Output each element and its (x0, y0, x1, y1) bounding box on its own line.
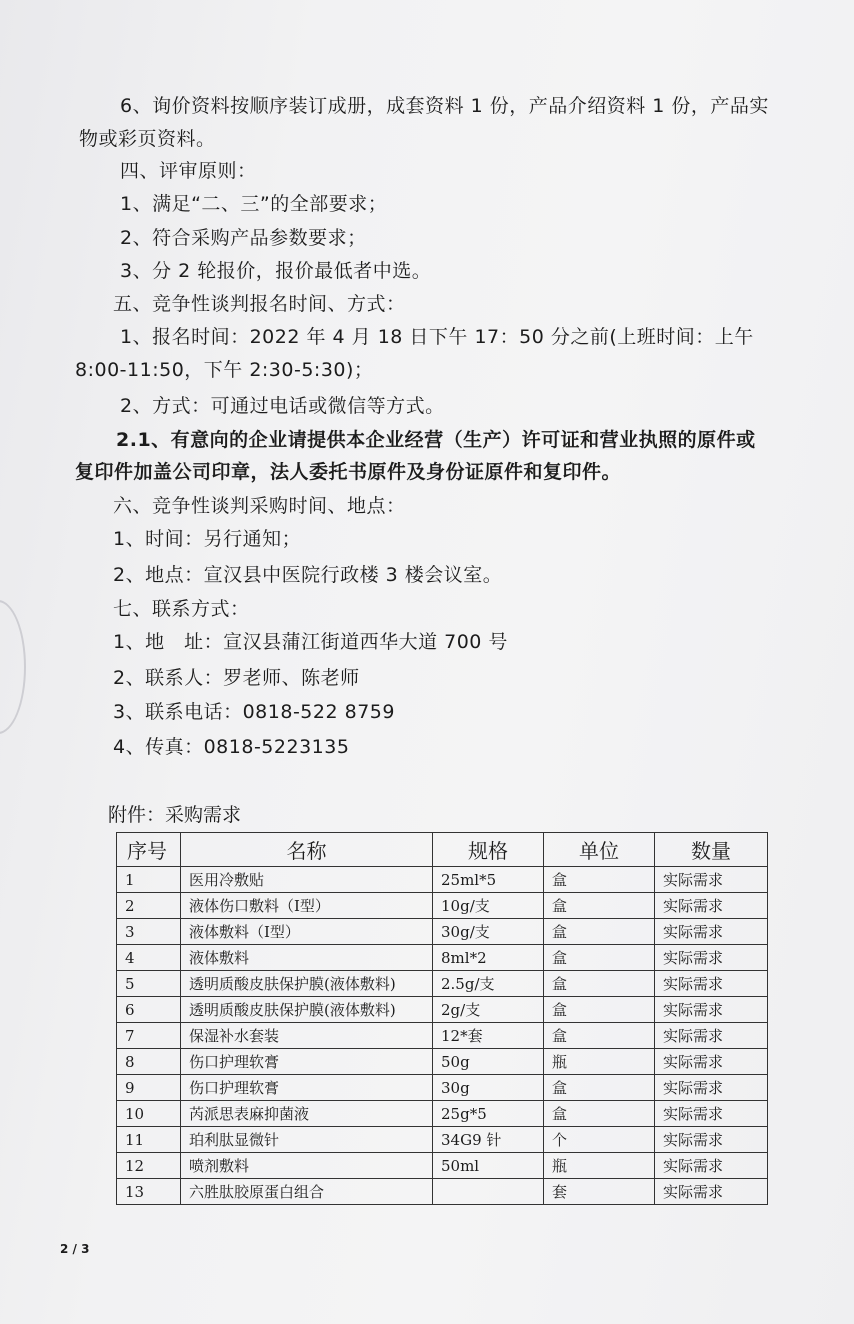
cell-unit: 个 (544, 1127, 655, 1153)
cell-quantity: 实际需求 (655, 997, 768, 1023)
cell-quantity: 实际需求 (655, 867, 768, 893)
cell-index: 6 (117, 997, 181, 1023)
table-row (117, 867, 768, 893)
cell-index: 9 (117, 1075, 181, 1101)
cell-name: 透明质酸皮肤保护膜(液体敷料) (181, 971, 433, 997)
text-line: 2、方式：可通过电话或微信等方式。 (120, 395, 445, 417)
cell-spec: 8ml*2 (433, 945, 544, 971)
table-row (117, 1101, 768, 1127)
stamp-mark (0, 600, 26, 734)
table-row (117, 945, 768, 971)
cell-unit: 盒 (544, 971, 655, 997)
section-heading: 四、评审原则： (120, 160, 257, 182)
cell-quantity: 实际需求 (655, 1075, 768, 1101)
table-row (117, 1153, 768, 1179)
text-line: 8:00-11:50，下午 2:30-5:30)； (75, 359, 374, 381)
table-header-row (117, 833, 768, 867)
cell-index: 3 (117, 919, 181, 945)
cell-spec (433, 1179, 544, 1205)
cell-name: 六胜肽胶原蛋白组合 (181, 1179, 433, 1205)
cell-spec: 50g (433, 1049, 544, 1075)
cell-spec: 2.5g/支 (433, 971, 544, 997)
header-spec: 规格 (433, 833, 544, 867)
attachment-title: 附件：采购需求 (108, 804, 242, 826)
text-line: 2、联系人：罗老师、陈老师 (113, 667, 360, 689)
cell-quantity: 实际需求 (655, 1049, 768, 1075)
cell-index: 12 (117, 1153, 181, 1179)
cell-index: 2 (117, 893, 181, 919)
table-row (117, 893, 768, 919)
cell-index: 4 (117, 945, 181, 971)
table-row (117, 1075, 768, 1101)
table-row (117, 997, 768, 1023)
cell-unit: 盒 (544, 1101, 655, 1127)
text-line: 1、地 址：宣汉县蒲江街道西华大道 700 号 (113, 631, 508, 653)
cell-unit: 盒 (544, 919, 655, 945)
text-line: 1、时间：另行通知； (113, 528, 302, 550)
cell-index: 13 (117, 1179, 181, 1205)
table-row (117, 1023, 768, 1049)
cell-name: 伤口护理软膏 (181, 1075, 433, 1101)
text-line: 1、报名时间：2022 年 4 月 18 日下午 17：50 分之前(上班时间：上午 (120, 326, 754, 348)
text-line: 3、分 2 轮报价，报价最低者中选。 (120, 260, 432, 282)
cell-quantity: 实际需求 (655, 893, 768, 919)
cell-name: 伤口护理软膏 (181, 1049, 433, 1075)
cell-spec: 30g (433, 1075, 544, 1101)
cell-unit: 盒 (544, 867, 655, 893)
cell-unit: 盒 (544, 1075, 655, 1101)
cell-quantity: 实际需求 (655, 919, 768, 945)
cell-spec: 25g*5 (433, 1101, 544, 1127)
section-heading: 五、竞争性谈判报名时间、方式： (113, 293, 406, 315)
cell-name: 液体敷料 (181, 945, 433, 971)
cell-index: 11 (117, 1127, 181, 1153)
header-unit: 单位 (544, 833, 655, 867)
cell-unit: 盒 (544, 893, 655, 919)
table-row (117, 919, 768, 945)
text-line: 1、满足“二、三”的全部要求； (120, 193, 388, 215)
table-row (117, 971, 768, 997)
header-quantity: 数量 (655, 833, 768, 867)
cell-name: 医用冷敷贴 (181, 867, 433, 893)
requirements-table (116, 832, 768, 1205)
cell-quantity: 实际需求 (655, 1023, 768, 1049)
cell-index: 5 (117, 971, 181, 997)
cell-spec: 50ml (433, 1153, 544, 1179)
text-line: 6、询价资料按顺序装订成册，成套资料 1 份，产品介绍资料 1 份，产品实 (120, 95, 769, 117)
table-body (117, 867, 768, 1205)
cell-unit: 瓶 (544, 1049, 655, 1075)
page-number: 2 / 3 (60, 1242, 90, 1256)
text-line: 2、地点：宣汉县中医院行政楼 3 楼会议室。 (113, 564, 503, 586)
cell-unit: 盒 (544, 1023, 655, 1049)
section-heading: 七、联系方式： (113, 598, 250, 620)
cell-name: 透明质酸皮肤保护膜(液体敷料) (181, 997, 433, 1023)
cell-quantity: 实际需求 (655, 1101, 768, 1127)
cell-quantity: 实际需求 (655, 1179, 768, 1205)
cell-spec: 10g/支 (433, 893, 544, 919)
cell-name: 液体伤口敷料（Ⅰ型） (181, 893, 433, 919)
header-name: 名称 (181, 833, 433, 867)
text-line: 物或彩页资料。 (79, 128, 216, 150)
section-heading: 六、竞争性谈判采购时间、地点： (113, 495, 406, 517)
cell-unit: 瓶 (544, 1153, 655, 1179)
cell-spec: 25ml*5 (433, 867, 544, 893)
table-row (117, 1179, 768, 1205)
text-line: 3、联系电话：0818-522 8759 (113, 701, 395, 723)
table-row (117, 1049, 768, 1075)
cell-index: 10 (117, 1101, 181, 1127)
text-line: 2、符合采购产品参数要求； (120, 227, 367, 249)
cell-unit: 套 (544, 1179, 655, 1205)
cell-name: 保湿补水套装 (181, 1023, 433, 1049)
bold-text-line: 2.1、有意向的企业请提供本企业经营（生产）许可证和营业执照的原件或 (116, 429, 756, 451)
cell-quantity: 实际需求 (655, 971, 768, 997)
cell-name: 芮派思表麻抑菌液 (181, 1101, 433, 1127)
cell-name: 液体敷料（Ⅰ型） (181, 919, 433, 945)
cell-quantity: 实际需求 (655, 945, 768, 971)
table-row (117, 1127, 768, 1153)
text-line: 4、传真：0818-5223135 (113, 736, 350, 758)
bold-text-line: 复印件加盖公司印章，法人委托书原件及身份证原件和复印件。 (75, 461, 622, 483)
cell-index: 1 (117, 867, 181, 893)
cell-index: 7 (117, 1023, 181, 1049)
cell-unit: 盒 (544, 945, 655, 971)
cell-quantity: 实际需求 (655, 1153, 768, 1179)
cell-unit: 盒 (544, 997, 655, 1023)
cell-index: 8 (117, 1049, 181, 1075)
cell-spec: 30g/支 (433, 919, 544, 945)
cell-spec: 34G9 针 (433, 1127, 544, 1153)
cell-quantity: 实际需求 (655, 1127, 768, 1153)
cell-name: 喷剂敷料 (181, 1153, 433, 1179)
header-index: 序号 (117, 833, 181, 867)
cell-name: 珀利肽显微针 (181, 1127, 433, 1153)
cell-spec: 2g/支 (433, 997, 544, 1023)
cell-spec: 12*套 (433, 1023, 544, 1049)
